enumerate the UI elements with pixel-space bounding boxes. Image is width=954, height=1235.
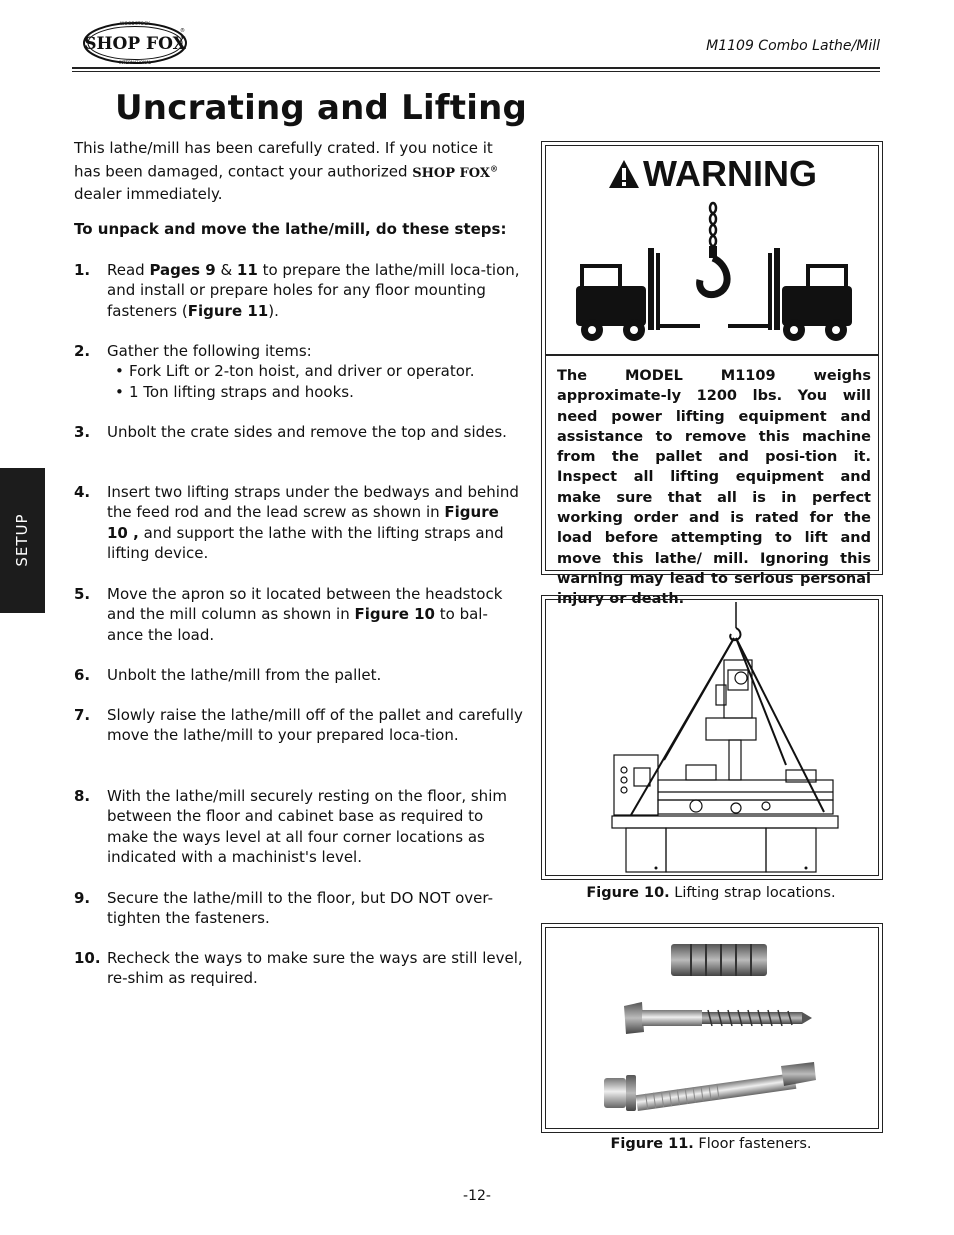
- page-title: Uncrating and Lifting: [115, 88, 528, 128]
- page-number: -12-: [463, 1188, 491, 1204]
- step-item: 5. Move the apron so it located between the headstock and the mill column as shown in Figure 10 to bal-ance the load.: [74, 585, 503, 644]
- steps-heading: To unpack and move the lathe/mill, do these steps:: [74, 220, 507, 238]
- figure-11: [541, 923, 883, 1133]
- step-item: 2. Gather the following items: • Fork Lift or 2-ton hoist, and driver or operator. • 1 Ton lifting straps and hooks.: [74, 341, 524, 402]
- header-rule: [72, 71, 880, 72]
- shop-fox-logo: [82, 20, 188, 66]
- step-item: 7. Slowly raise the lathe/mill off of the pallet and carefully move the lathe/mill to your prepared loca-tion.: [74, 706, 523, 745]
- lathe-mill-lifting-illustration: [546, 600, 878, 875]
- figure-10-caption: Figure 10. Lifting strap locations.: [586, 885, 836, 901]
- header-rule: [72, 67, 880, 69]
- floor-fasteners-photo: [546, 928, 878, 1128]
- warning-text: The MODEL M1109 weighs approximate-ly 1200 lbs. You will need power lifting equipment and assistance to remove this machine from the pallet and posi-tion it. Inspect all lifting equipment and make sure that all is in perfect working order and is rated for the load before attempting to lift and move this lathe/ mill. Ignoring this warning may lead to serious personal injury or death.: [557, 368, 871, 608]
- warning-divider: [546, 354, 878, 356]
- step-item: 4. Insert two lifting straps under the bedways and behind the feed rod and the lead screw as shown in Figure 10 , and support the lathe with the lifting straps and lifting device.: [74, 483, 519, 562]
- warning-title: WARNING: [643, 153, 817, 194]
- warning-triangle-icon: [607, 158, 641, 190]
- step-item: 10. Recheck the ways to make sure the ways are still level, re-shim as required.: [74, 949, 523, 988]
- brand-inline: SHOP FOX®: [412, 163, 498, 181]
- list-item: • Fork Lift or 2-ton hoist, and driver or operator.: [129, 361, 524, 381]
- section-tab-setup[interactable]: SETUP: [0, 468, 45, 613]
- warning-box: [541, 141, 883, 608]
- figure-11-caption: Figure 11. Floor fasteners.: [610, 1136, 812, 1152]
- svg-text:®: ®: [180, 28, 185, 34]
- step-item: 9. Secure the lathe/mill to the floor, but DO NOT over-tighten the fasteners.: [74, 889, 494, 928]
- step-item: 6. Unbolt the lathe/mill from the pallet.: [74, 666, 382, 684]
- forklift-hook-illustration: [566, 198, 862, 343]
- svg-text:INTERNATIONAL: INTERNATIONAL: [118, 60, 152, 65]
- svg-text:SHOP FOX: SHOP FOX: [84, 34, 186, 54]
- step-item: 8. With the lathe/mill securely resting on the floor, shim between the floor and cabinet base as required to make the ways level at all four corner locations as indicated with a machinist's level.: [74, 787, 507, 866]
- figure-10: [541, 595, 883, 880]
- list-item: • 1 Ton lifting straps and hooks.: [129, 382, 524, 402]
- step-item: 1. Read Pages 9 & 11 to prepare the lathe/mill loca-tion, and install or prepare holes for any floor mounting fasteners (Figure 11).: [74, 261, 520, 320]
- manual-title: M1109 Combo Lathe/Mill: [706, 38, 880, 54]
- step-item: 3. Unbolt the crate sides and remove the top and sides.: [74, 423, 507, 441]
- intro-paragraph: This lathe/mill has been carefully crated. If you notice it has been damaged, contact your authorized SHOP FOX® dealer immediately.: [74, 139, 498, 203]
- svg-text:WOODSTOCK: WOODSTOCK: [119, 22, 151, 27]
